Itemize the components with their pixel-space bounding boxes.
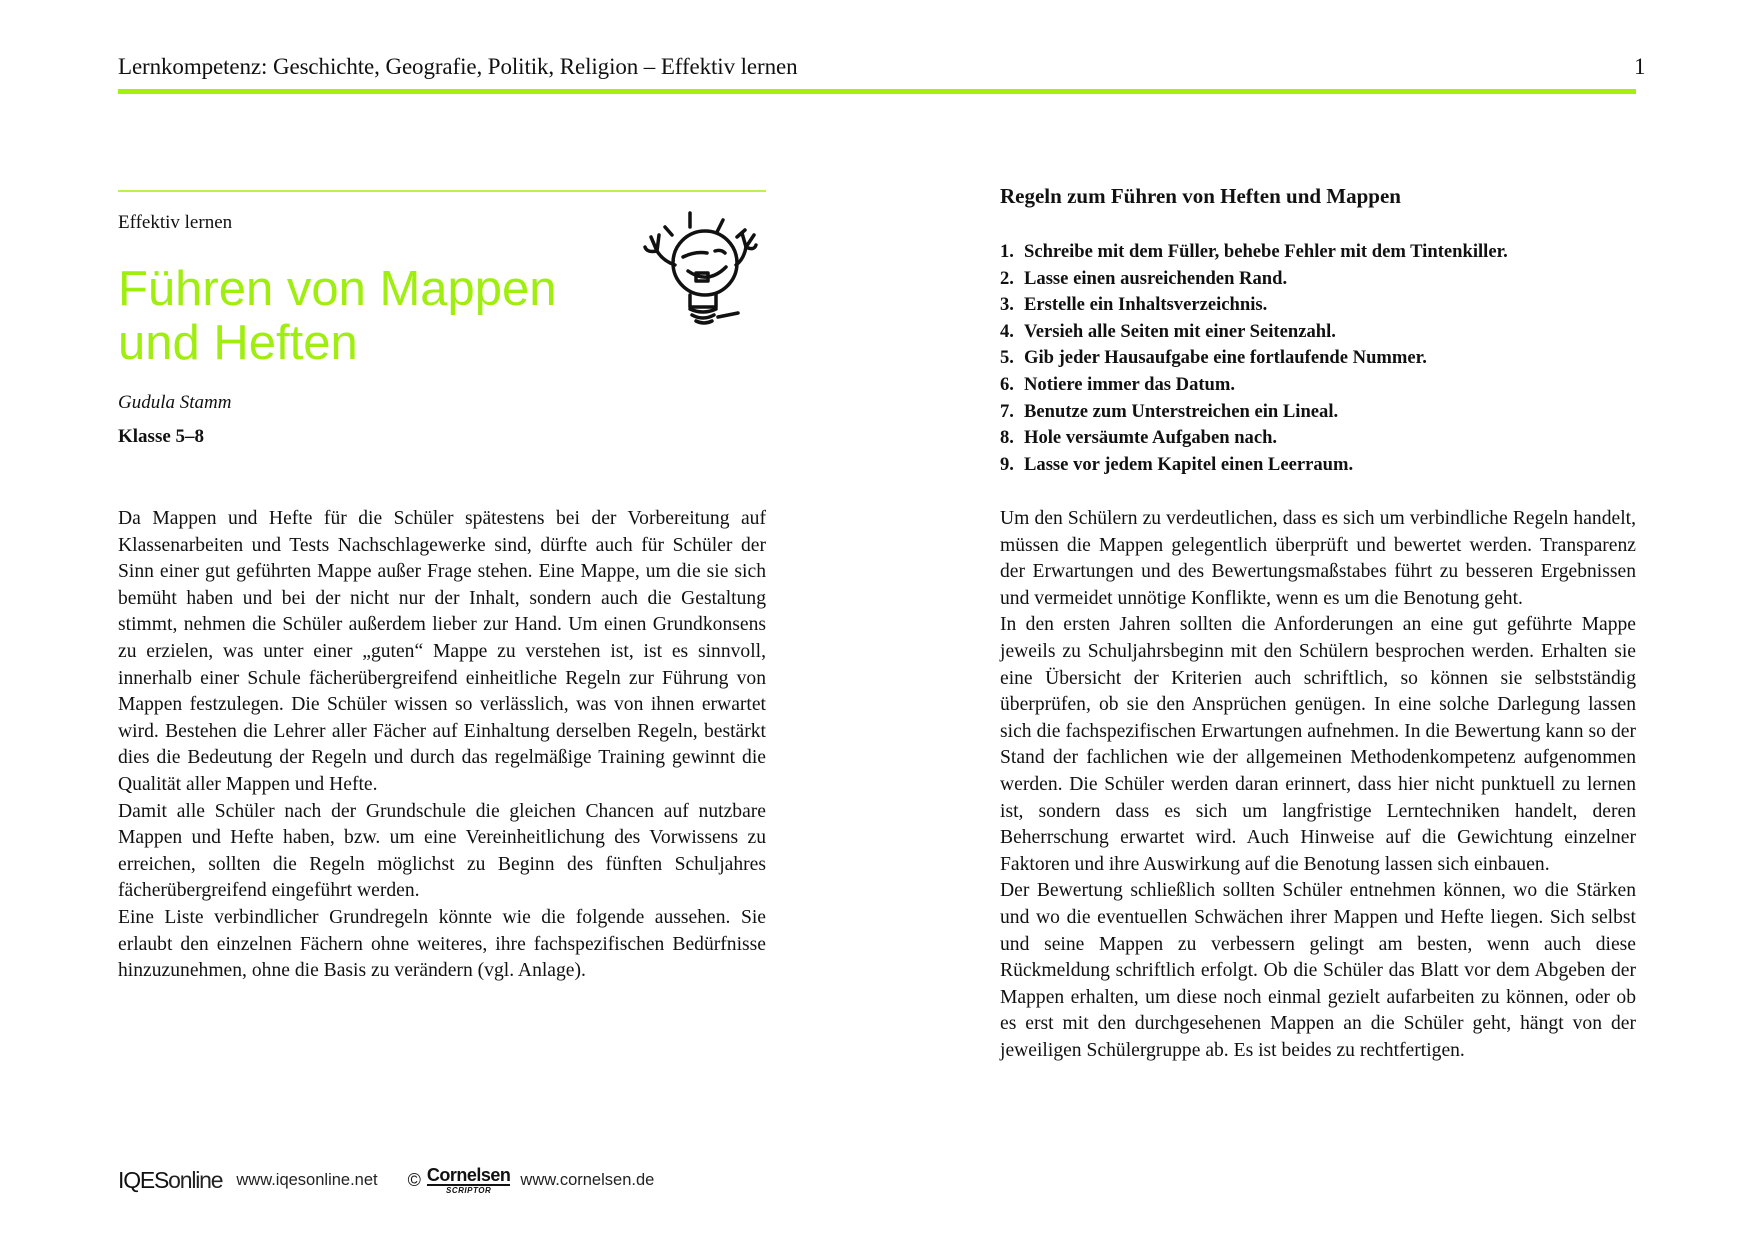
- rule-text: Lasse einen ausreichenden Rand.: [1024, 267, 1288, 289]
- rule-item: [1000, 239, 1508, 266]
- rule-number: 5.: [1000, 347, 1014, 369]
- rule-number: 7.: [1000, 400, 1014, 422]
- rule-item: [1000, 266, 1508, 293]
- rule-number: 4.: [1000, 320, 1014, 342]
- rule-text: Gib jeder Hausaufgabe eine fortlaufende Nummer.: [1024, 347, 1427, 369]
- title-line-1: Führen von Mappen: [118, 262, 557, 316]
- rule-number: 1.: [1000, 241, 1014, 262]
- rule-item: [1000, 319, 1508, 346]
- right-column-body: [1000, 506, 1636, 1064]
- paragraph: Um den Schülern zu verdeutlichen, dass es sich um verbindliche Regeln handelt, müssen die Mappen gelegentlich überprüft und bewertet werden. Transparenz der Erwartungen und des Bewertungsmaßstabes führt zu besseren Ergebnissen und vermeidet unnötige Konflikte, wenn es um die Benotung geht.: [1000, 508, 1636, 609]
- iqes-logo-bold: IQES: [118, 1166, 169, 1193]
- rule-text: Notiere immer das Datum.: [1024, 373, 1236, 395]
- rule-item: [1000, 345, 1508, 372]
- running-header-title: Lernkompetenz: Geschichte, Geografie, Politik, Religion – Effektiv lernen: [118, 54, 798, 79]
- article-title: [118, 262, 557, 370]
- paragraph: Damit alle Schüler nach der Grundschule die gleichen Chancen auf nutzbare Mappen und Hefte haben, bzw. um eine Vereinheitlichung des Vorwissens zu erreichen, sollten die Regeln möglichst zu Beginn des fünften Schuljahres fächerübergreifend eingeführt werden.: [118, 800, 766, 902]
- rule-text: Schreibe mit dem Füller, behebe Fehler mit dem Tintenkiller.: [1024, 241, 1508, 262]
- rule-number: 2.: [1000, 267, 1014, 289]
- left-column-body: [118, 506, 766, 985]
- rule-number: 8.: [1000, 427, 1014, 449]
- paragraph: Da Mappen und Hefte für die Schüler spätestens bei der Vorbereitung auf Klassenarbeiten und Tests Nachschlagewerke sind, dürfte auch für Schüler der Sinn einer gut geführten Mappe außer Frage stehen. Eine Mappe, um die sie sich bemüht haben und bei der nicht nur der Inhalt, sondern auch die Gestaltung stimmt, nehmen die Schüler außerdem lieber zur Hand. Um einen Grundkonsens zu erzielen, was unter einer „guten“ Mappe zu verstehen ist, ist es sinnvoll, innerhalb einer Schule fächerübergreifend einheitliche Regeln zur Führung von Mappen festzulegen. Die Schüler wissen so verlässlich, was von ihnen erwartet wird. Bestehen die Lehrer aller Fächer auf Einhaltung derselben Regeln, bestärkt dies die Bedeutung der Regeln und durch das regelmäßige Training gewinnt die Qualität aller Mappen und Hefte.: [118, 508, 766, 795]
- header-accent-rule: [118, 89, 1636, 94]
- paragraph: In den ersten Jahren sollten die Anforderungen an eine gut geführte Mappe jeweils zu Schuljahrsbeginn mit den Schülern besprochen werden. Erhalten sie eine Übersicht der Kriterien auch schriftlich, so können sie selbstständig überprüfen, ob sie den Ansprüchen genügen. In eine solche Darlegung lassen sich die fachspezifischen Erwartungen aufnehmen. In die Bewertung kann so der Stand der fachlichen wie der allgemeinen Methodenkompetenz aufgenommen werden. Die Schüler werden daran erinnert, dass hier nicht punktuell zu lernen ist, sondern dass es sich um langfristige Lerntechniken handelt, deren Beherrschung erwartet wird. Auch Hinweise auf die Gewichtung einzelner Faktoren und ihre Auswirkung auf die Benotung lassen sich einbauen.: [1000, 614, 1636, 875]
- page-number: 1: [1634, 54, 1646, 79]
- cornelsen-scriptor-logo: [427, 1166, 511, 1195]
- cornelsen-url-link[interactable]: www.cornelsen.de: [520, 1170, 655, 1189]
- section-kicker: Effektiv lernen: [118, 212, 233, 233]
- rule-item: [1000, 372, 1508, 399]
- paragraph: Eine Liste verbindlicher Grundregeln könnte wie die folgende aussehen. Sie erlaubt den einzelnen Fächern ohne weiteres, ihre fachspezifischen Bedürfnisse hinzuzunehmen, ohne die Basis zu verändern (vgl. Anlage).: [118, 906, 766, 982]
- iqes-online-logo: [118, 1167, 222, 1194]
- rule-text: Versieh alle Seiten mit einer Seitenzahl.: [1024, 320, 1336, 342]
- rules-heading: Regeln zum Führen von Heften und Mappen: [1000, 184, 1401, 208]
- cornelsen-brand: Cornelsen: [426, 1164, 511, 1185]
- rule-text: Benutze zum Unterstreichen ein Lineal.: [1024, 400, 1339, 422]
- rule-text: Lasse vor jedem Kapitel einen Leerraum.: [1024, 453, 1354, 475]
- rule-number: 6.: [1000, 373, 1014, 395]
- paragraph: Der Bewertung schließlich sollten Schüler entnehmen können, wo die Stärken und wo die eventuellen Schwächen ihrer Mappen und Hefte liegen. Sich selbst und seine Mappen zu verbessern gelingt am besten, wenn auch diese Rückmeldung schriftlich erfolgt. Ob die Schüler das Blatt vor dem Abgeben der Mappen erhalten, um diese noch einmal gezielt aufarbeiten zu können, oder ob es erst mit den durchgesehenen Mappen an die Schüler geht, hängt von der jeweiligen Schülergruppe ab. Es ist beides zu rechtfertigen.: [1000, 880, 1636, 1061]
- title-divider: [118, 190, 766, 192]
- copyright-symbol: ©: [407, 1169, 421, 1190]
- rule-number: 3.: [1000, 294, 1014, 316]
- iqes-logo-light: online: [168, 1166, 223, 1193]
- rule-item: [1000, 292, 1508, 319]
- cornelsen-sub: SCRIPTOR: [446, 1185, 492, 1195]
- rule-item: [1000, 399, 1508, 426]
- title-line-2: und Heften: [118, 316, 358, 370]
- rules-list: [1000, 239, 1508, 478]
- rule-item: [1000, 452, 1508, 479]
- grade-level: Klasse 5–8: [118, 426, 205, 447]
- rule-number: 9.: [1000, 453, 1014, 475]
- rule-text: Hole versäumte Aufgaben nach.: [1024, 427, 1278, 449]
- lightbulb-mascot-icon: [620, 205, 760, 330]
- rule-item: [1000, 425, 1508, 452]
- iqes-url-link[interactable]: www.iqesonline.net: [236, 1170, 378, 1189]
- rule-text: Erstelle ein Inhaltsverzeichnis.: [1024, 294, 1268, 316]
- author-name: Gudula Stamm: [118, 392, 232, 413]
- page-footer: [118, 1165, 654, 1195]
